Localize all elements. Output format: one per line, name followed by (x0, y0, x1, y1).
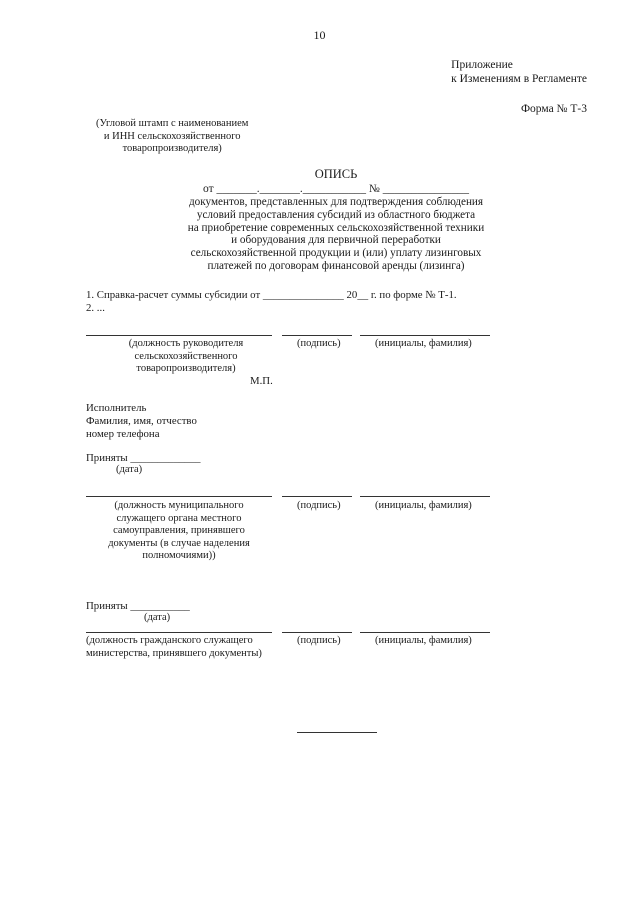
document-list (86, 289, 457, 315)
executor-name-label: Фамилия, имя, отчество (86, 415, 197, 427)
appendix-line-1: Приложение (451, 59, 513, 71)
position-caption (86, 338, 286, 376)
name-caption: (инициалы, фамилия) (375, 338, 472, 349)
name-line (360, 496, 490, 497)
caption-line: самоуправления, принявшего (113, 525, 245, 536)
end-of-document-line (297, 732, 377, 733)
description-line: условий предоставления субсидий из областного бюджета (196, 208, 476, 221)
appendix-line-2: к Изменениям в Регламенте (451, 73, 587, 85)
name-caption: (инициалы, фамилия) (375, 635, 472, 646)
stamp-place: М.П. (250, 375, 273, 387)
caption-line: (должность муниципального (114, 500, 244, 511)
appendix-header (451, 58, 587, 86)
description-line: на приобретение современных сельскохозяйственной техники (187, 221, 485, 234)
accepted-date-caption: (дата) (144, 612, 171, 623)
page-number: 10 (313, 28, 326, 42)
name-line (360, 335, 490, 336)
signature-line (282, 335, 352, 336)
signature-line (282, 496, 352, 497)
accepted-date-caption: (дата) (116, 464, 143, 475)
caption-line: товаропроизводителя) (136, 363, 236, 374)
description-line: сельскохозяйственной продукции и (или) уплату лизинговых (190, 247, 482, 260)
document-title: ОПИСЬ (314, 167, 358, 181)
name-caption: (инициалы, фамилия) (375, 500, 472, 511)
caption-line: служащего органа местного (116, 512, 242, 524)
description-line: документов, представленных для подтверждения соблюдения (188, 196, 484, 208)
accepted-label: Приняты ___________ (86, 600, 190, 612)
executor-phone-label: номер телефона (86, 428, 160, 440)
description-line: платежей по договорам финансовой аренды (лизинга) (207, 259, 465, 272)
signature-caption: (подпись) (297, 635, 341, 646)
executor-label: Исполнитель (86, 402, 147, 414)
signature-caption: (подпись) (297, 338, 341, 349)
position-line (86, 496, 272, 497)
list-item: 2. ... (86, 302, 105, 314)
position-line (86, 335, 272, 336)
date-number-line: от _______._______.___________ № _______________ (203, 183, 469, 195)
name-line (360, 632, 490, 633)
executor-block (86, 402, 197, 441)
stamp-line-2: и ИНН сельскохозяйственного (103, 130, 241, 142)
position-line (86, 632, 272, 633)
position-caption (86, 500, 272, 563)
caption-line: министерства, принявшего документы) (86, 647, 262, 659)
caption-line: полномочиями)) (142, 550, 216, 561)
signature-line (282, 632, 352, 633)
signature-caption: (подпись) (297, 500, 341, 511)
document-description (0, 196, 639, 273)
caption-line: (должность руководителя (128, 338, 244, 349)
stamp-line-3: товаропроизводителя) (122, 143, 222, 154)
description-line: и оборудования для первичной переработки (231, 234, 441, 247)
form-label: Форма № Т-3 (520, 103, 587, 115)
caption-line: (должность гражданского служащего (86, 635, 253, 646)
caption-line: документы (в случае наделения (108, 537, 250, 549)
caption-line: сельскохозяйственного (134, 350, 238, 362)
stamp-line-1: (Угловой штамп с наименованием (96, 118, 249, 129)
corner-stamp-note (96, 118, 248, 156)
accepted-label: Приняты _____________ (86, 452, 201, 464)
list-item: 1. Справка-расчет суммы субсидии от _______________ 20__ г. по форме № Т-1. (86, 289, 457, 301)
position-caption (86, 635, 286, 660)
